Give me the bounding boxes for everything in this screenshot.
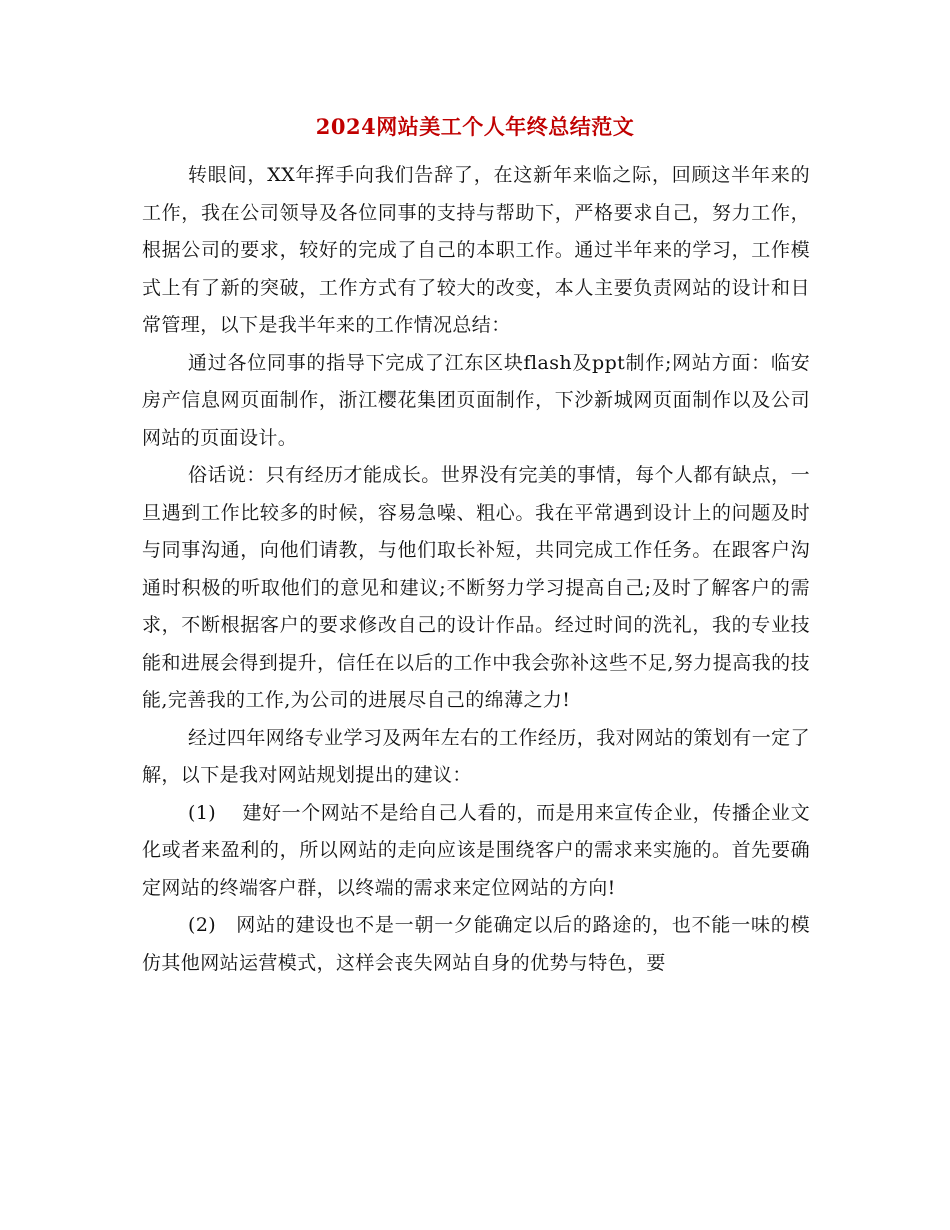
paragraph-work-done: 通过各位同事的指导下完成了江东区块flash及ppt制作;网站方面：临安房产信息网页面制作，浙江樱花集团页面制作，下沙新城网页面制作以及公司网站的页面设计。 (142, 351, 810, 449)
paragraph-suggestion-1: (1) 建好一个网站不是给自己人看的，而是用来宣传企业，传播企业文化或者来盈利的，所以网站的走向应该是围绕客户的需求来实施的。首先要确定网站的终端客户群，以终端的需求来定位网站的方向! (142, 801, 810, 899)
paragraph-suggestions-intro: 经过四年网络专业学习及两年左右的工作经历，我对网站的策划有一定了解，以下是我对网站规划提出的建议： (142, 726, 810, 786)
paragraph-suggestion-2: (2) 网站的建设也不是一朝一夕能确定以后的路途的，也不能一味的模仿其他网站运营模式，这样会丧失网站自身的优势与特色，要 (142, 914, 810, 974)
paragraph-intro: 转眼间，XX年挥手向我们告辞了，在这新年来临之际，回顾这半年来的工作，我在公司领导及各位同事的支持与帮助下，严格要求自己，努力工作，根据公司的要求，较好的完成了自己的本职工作。通过半年来的学习，工作模式上有了新的突破，工作方式有了较大的改变，本人主要负责网站的设计和日常管理，以下是我半年来的工作情况总结： (142, 164, 810, 336)
paragraph-growth: 俗话说：只有经历才能成长。世界没有完美的事情，每个人都有缺点，一旦遇到工作比较多的时候，容易急噪、粗心。我在平常遇到设计上的问题及时与同事沟通，向他们请教，与他们取长补短，共同完成工作任务。在跟客户沟通时积极的听取他们的意见和建议;不断努力学习提高自己;及时了解客户的需求，不断根据客户的要求修改自己的设计作品。经过时间的洗礼，我的专业技能和进展会得到提升，信任在以后的工作中我会弥补这些不足,努力提高我的技能,完善我的工作,为公司的进展尽自己的绵薄之力! (142, 464, 810, 711)
document-title: 2024网站美工个人年终总结范文 (315, 114, 635, 139)
document-body (142, 157, 810, 982)
